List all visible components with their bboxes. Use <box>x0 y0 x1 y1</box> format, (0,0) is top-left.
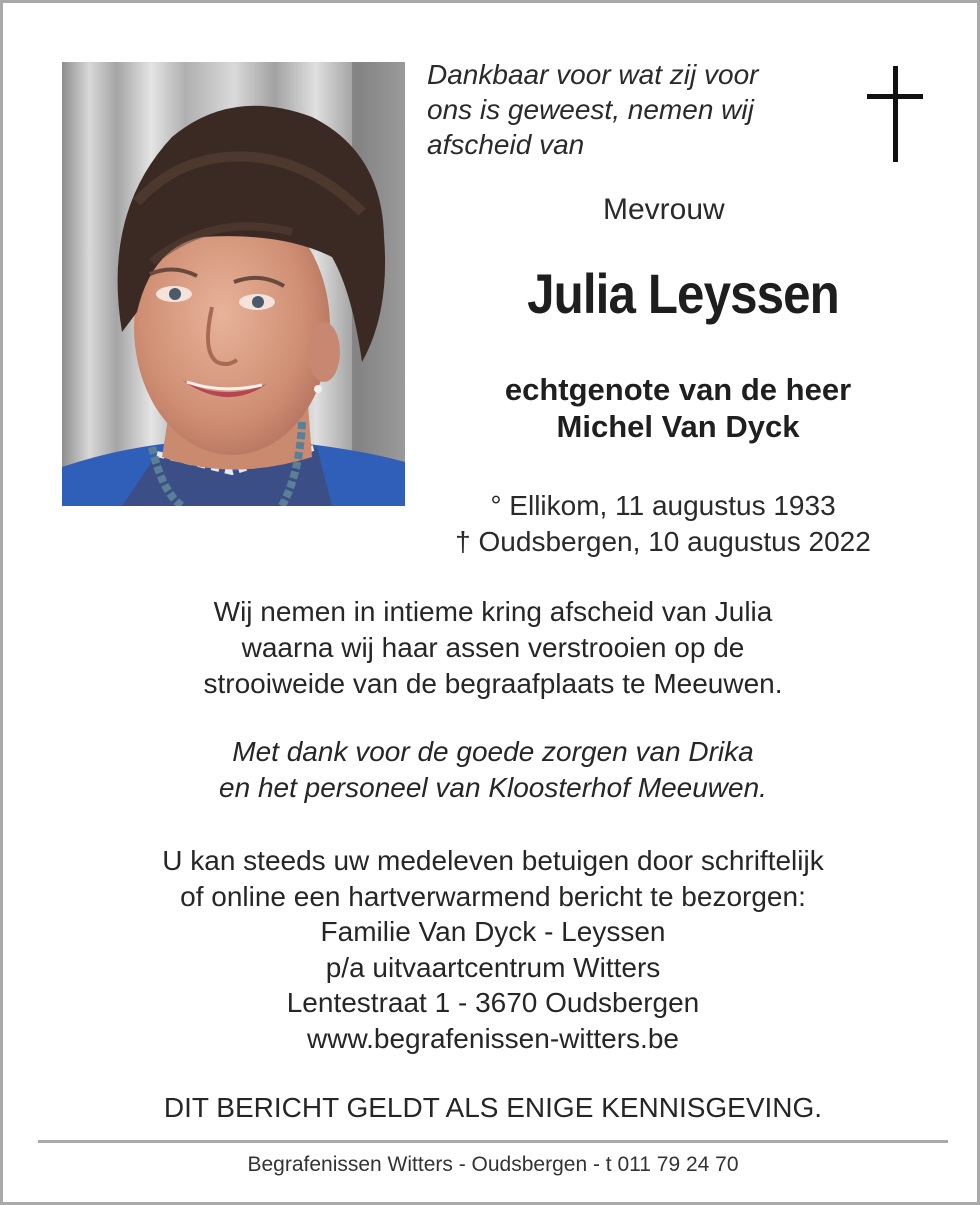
death-date: † Oudsbergen, 10 augustus 2022 <box>455 526 871 557</box>
contact-line: Familie Van Dyck - Leyssen <box>320 916 666 947</box>
footer-text: Begrafenissen Witters - Oudsbergen - t 011 79 24 70 <box>247 1153 739 1176</box>
contact-line: U kan steeds uw medeleven betuigen door schriftelijk <box>162 845 824 876</box>
thanks-line: en het personeel van Kloosterhof Meeuwen. <box>219 772 767 803</box>
farewell-line: Wij nemen in intieme kring afscheid van Julia <box>213 596 773 627</box>
footer-divider <box>38 1140 948 1143</box>
contact-line: of online een hartverwarmend bericht te bezorgen: <box>180 880 806 912</box>
cross-icon <box>867 66 923 162</box>
spouse-info <box>443 371 913 445</box>
portrait-photo <box>62 62 405 506</box>
contact-line: p/a uitvaartcentrum Witters <box>325 951 661 983</box>
contact-line: Lentestraat 1 - 3670 Oudsbergen <box>286 987 700 1018</box>
thanks-line: Met dank voor de goede zorgen van Drika <box>232 736 754 767</box>
thanks-paragraph <box>43 734 943 806</box>
notice-text: DIT BERICHT GELDT ALS ENIGE KENNISGEVING. <box>163 1092 823 1123</box>
spouse-line: Michel Van Dyck <box>556 409 800 444</box>
deceased-name: Julia Leyssen <box>527 262 839 325</box>
farewell-paragraph <box>43 594 943 702</box>
intro-line: afscheid van <box>427 129 585 160</box>
intro-line: Dankbaar voor wat zij voor <box>427 59 759 90</box>
life-dates <box>423 488 903 560</box>
birth-date: ° Ellikom, 11 augustus 1933 <box>490 490 836 521</box>
intro-text <box>427 57 847 162</box>
farewell-line: strooiweide van de begraafplaats te Meeuwen. <box>203 668 783 699</box>
spouse-line: echtgenote van de heer <box>504 372 852 407</box>
website-link: www.begrafenissen-witters.be <box>307 1022 679 1054</box>
farewell-line: waarna wij haar assen verstrooien op de <box>241 632 745 663</box>
honorific: Mevrouw <box>603 193 725 226</box>
contact-paragraph <box>43 843 943 1056</box>
intro-line: ons is geweest, nemen wij <box>427 94 754 125</box>
